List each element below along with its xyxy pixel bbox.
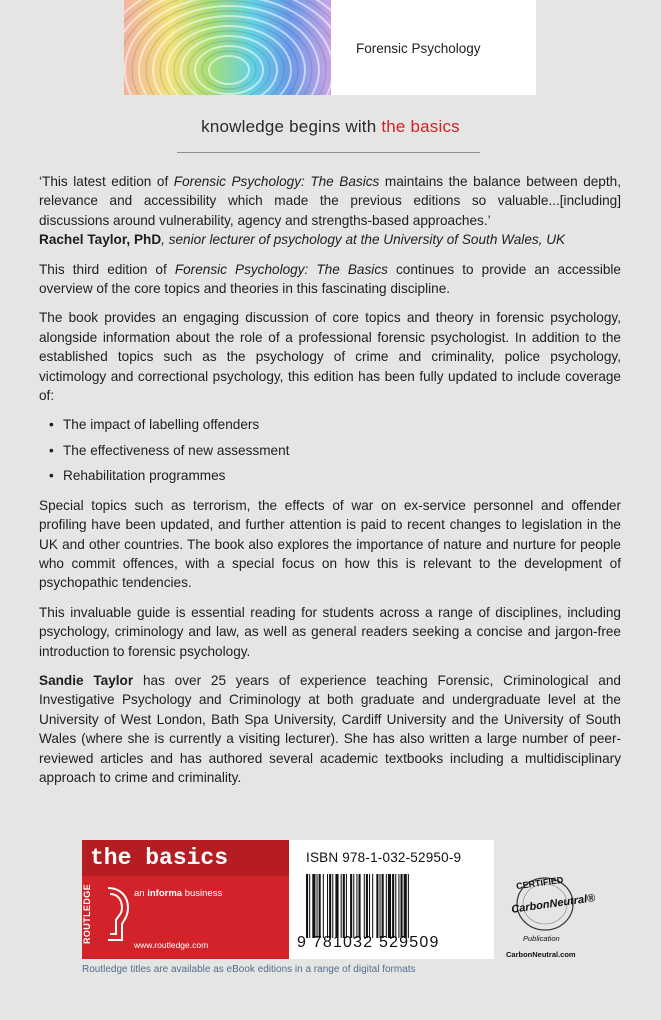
isbn-box (289, 840, 494, 959)
ebook-note: Routledge titles are available as eBook editions in a range of digital formats (82, 964, 416, 975)
author-bio-text: has over 25 years of experience teaching Forensic, Criminological and Investigative Psychology and Criminology at both graduate and undergraduate level at the University of West London, Bath Spa University, Cardiff University and the University of South Wales (where she is currently a visiting lecturer). She has also written a large number of peer-reviewed articles and has authored several academic textbooks including a multidisciplinary approach to crime and criminality. (39, 672, 621, 785)
special-topics-paragraph: Special topics such as terrorism, the effects of war on ex-service personnel and offender profiling have been updated, and further attention is paid to recent changes to legislation in the UK and other countries. The book also explores the importance of nature and nurture for people who commit offences, with a special focus on how this is relevant to the development of psychopathic tendencies. (39, 497, 621, 591)
isbn-label: ISBN 978-1-032-52950-9 (306, 850, 462, 865)
quote-attribution (39, 230, 621, 249)
intro-text-rest: continues to provide an accessible overview of the core topics and theories in this fascinating discipline. (39, 261, 621, 297)
intro-book-title: Forensic Psychology: The Basics (174, 261, 388, 277)
coverage-paragraph: The book provides an engaging discussion of core topics and theory in forensic psychology, alongside information about the role of a professional forensic psychologist. In addition to the established topics such as the psychology of crime and criminality, police psychology, victimology and correctional psychology, this edition has been fully updated to include coverage of: (39, 310, 621, 404)
barcode-digits: 9 781032 529509 (297, 934, 440, 951)
informa-brand: informa (147, 888, 183, 899)
author-name: Sandie Taylor (39, 672, 134, 688)
informa-prefix: an (134, 888, 148, 899)
publisher-box (82, 840, 289, 959)
back-cover-text (39, 172, 621, 797)
routledge-wordmark: ROUTLEDGE (82, 883, 92, 944)
intro-paragraph (39, 260, 621, 299)
reviewer-role: , senior lecturer of psychology at the University of South Wales, UK (161, 232, 566, 248)
publisher-website: www.routledge.com (134, 940, 209, 950)
review-quote (39, 172, 621, 230)
barcode-icon (306, 874, 484, 938)
list-item: • The impact of labelling offenders (39, 415, 621, 434)
series-label: the basics (82, 840, 289, 876)
author-bio (39, 671, 621, 787)
quote-text: ‘This latest edition of (39, 174, 174, 189)
series-title: Forensic Psychology (356, 41, 481, 56)
divider (177, 152, 480, 153)
carbon-neutral-mark: CarbonNeutral® (510, 892, 596, 916)
tagline-prefix: knowledge begins with (201, 117, 382, 136)
audience-paragraph: This invaluable guide is essential reading for students across a range of disciplines, including psychology, criminology and law, as well as general readers seeking a concise and jargon-free introduction to forensic psychology. (39, 604, 621, 659)
publisher-band (82, 840, 494, 959)
quote-text-rest: maintains the balance between depth, relevance and accessibility which made the previous editions so valuable...[including] discussions around vulnerability, agency and strengths-based approaches.’ (39, 174, 621, 228)
intro-text: This third edition of (39, 261, 175, 277)
list-item: • Rehabilitation programmes (39, 466, 621, 485)
quote-book-title: Forensic Psychology: The Basics (173, 174, 380, 189)
carbon-website: CarbonNeutral.com (506, 950, 576, 959)
reviewer-name: Rachel Taylor, PhD (39, 232, 162, 248)
carbon-publication: Publication (523, 934, 560, 943)
list-item: • The effectiveness of new assessment (39, 441, 621, 460)
carbon-certified: CERTIFIED (515, 874, 564, 892)
coverage-list (39, 415, 621, 485)
tagline-highlight: the basics (381, 117, 460, 136)
top-banner (124, 0, 536, 95)
tagline (0, 117, 661, 137)
fingerprint-icon (124, 0, 331, 95)
informa-suffix: business (182, 888, 223, 899)
informa-line (134, 888, 222, 899)
